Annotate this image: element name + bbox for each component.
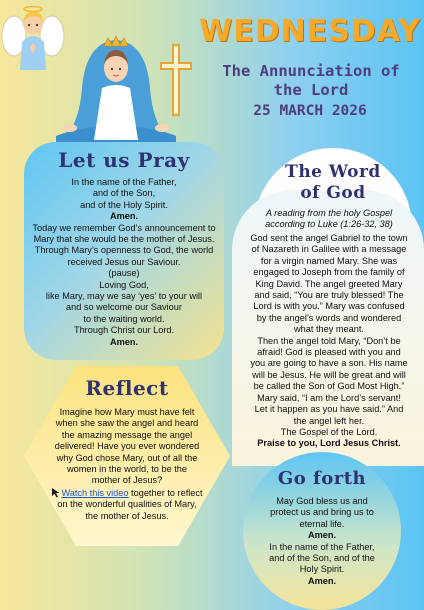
forth-line: eternal life. xyxy=(299,518,345,529)
reflect-text xyxy=(34,407,220,522)
pray-line: Through Christ our Lord. xyxy=(73,325,175,336)
word-line: The Gospel of the Lord. xyxy=(280,426,378,437)
reflect-line: delivered! Have you ever wondered xyxy=(54,441,200,452)
forth-line: and of the Son, and of the xyxy=(269,553,375,564)
forth-line: Amen. xyxy=(307,530,337,541)
pray-line: like Mary, may we say ‘yes’ to your will xyxy=(45,291,203,302)
word-line: King David. The angel greeted Mary xyxy=(255,278,403,289)
pray-text xyxy=(24,177,224,348)
reflect-line: women in the world, to be the xyxy=(66,464,188,475)
word-heading xyxy=(254,162,412,204)
feast-title xyxy=(206,62,416,100)
reflect-line: Imagine how Mary must have felt xyxy=(59,407,195,417)
word-line: will be Jesus. He will be great and will xyxy=(252,369,406,380)
word-line: you are going to have a son. His name xyxy=(250,358,408,369)
feast-date: 25 MARCH 2026 xyxy=(253,103,367,119)
word-line: be called the Son of God Most High.” xyxy=(253,381,405,392)
feast-title-line1: The Annunciation of xyxy=(222,62,400,80)
pray-line: and of the Son, xyxy=(92,188,156,199)
forth-line: Amen. xyxy=(307,575,337,586)
reflect-line: mother of Jesus? xyxy=(91,475,163,486)
forth-line: protect us and bring us to xyxy=(270,507,374,518)
word-response: Praise to you, Lord Jesus Christ. xyxy=(257,438,401,449)
reflect-heading: Reflect xyxy=(85,376,169,400)
word-text xyxy=(234,233,424,450)
pray-line: and so welcome our Saviour xyxy=(66,302,182,313)
reflect-video-line xyxy=(34,487,220,499)
cross-icon xyxy=(160,44,192,116)
word-line: afraid! God is pleased with you and xyxy=(257,347,401,358)
word-line: Lord is with you.” Mary was confused xyxy=(253,301,405,312)
pray-line: In the name of the Father, xyxy=(71,177,177,187)
word-line: of Nazareth in Galilee with a message xyxy=(251,244,407,255)
pray-line: (pause) xyxy=(108,268,140,279)
forth-text xyxy=(246,496,398,587)
word-line: for a virgin named Mary. She was xyxy=(260,255,398,266)
reflect-line: why God chose Mary, out of all the xyxy=(56,452,198,463)
forth-line: Holy Spirit. xyxy=(299,564,345,575)
word-line: and said, “You are truly blessed! The xyxy=(254,290,404,301)
word-line: by the angel’s words and wondered xyxy=(256,312,402,323)
word-heading-line2: of God xyxy=(300,183,366,203)
word-intro-line1: A reading from the holy Gospel xyxy=(265,208,393,218)
word-heading-line1: The Word xyxy=(285,162,381,182)
pray-line: Loving God, xyxy=(99,279,149,290)
word-line: God sent the angel Gabriel to the town xyxy=(250,233,408,243)
cursor-icon xyxy=(51,487,61,498)
reflect-line: the amazing message the angel xyxy=(61,429,193,440)
word-intro xyxy=(236,208,422,231)
word-line: engaged to Joseph from the family of xyxy=(253,267,405,278)
word-line: the angel left her. xyxy=(293,415,365,426)
page-title: WEDNESDAY xyxy=(199,14,421,49)
watch-video-link[interactable]: Watch this video xyxy=(61,487,129,498)
pray-line: and of the Holy Spirit. xyxy=(80,199,168,210)
word-intro-line2: according to Luke (1:26-32, 38) xyxy=(265,219,393,230)
reflect-line: when she saw the angel and heard xyxy=(55,418,199,429)
reflect-line: on the wonderful qualities of Mary, xyxy=(57,499,197,510)
pray-line: Amen. xyxy=(109,211,139,222)
pray-line: received Jesus our Saviour. xyxy=(67,256,181,267)
word-line: what they meant. xyxy=(294,324,364,335)
pray-heading: Let us Pray xyxy=(58,148,190,172)
pray-line: Mary that she would be the mother of Jesus. xyxy=(33,234,215,245)
word-line: Mary said, “I am the Lord’s servant! xyxy=(257,392,401,403)
pray-line: Amen. xyxy=(109,336,139,347)
forth-line: May God bless us and xyxy=(276,496,368,506)
feast-title-line2: the Lord xyxy=(273,81,349,99)
pray-line: to the waiting world. xyxy=(83,313,165,324)
pray-line: Today we remember God’s announcement to xyxy=(32,222,216,233)
reflect-after-link: together to reflect xyxy=(128,487,203,498)
word-line: Let it happen as you have said.” And xyxy=(254,404,404,415)
forth-line: In the name of the Father, xyxy=(269,541,375,552)
forth-heading: Go forth xyxy=(277,468,367,489)
word-line: Then the angel told Mary, “Don’t be xyxy=(257,335,401,346)
pray-line: Through Mary’s openness to God, the world xyxy=(34,245,214,256)
reflect-line: the mother of Jesus. xyxy=(85,510,169,521)
